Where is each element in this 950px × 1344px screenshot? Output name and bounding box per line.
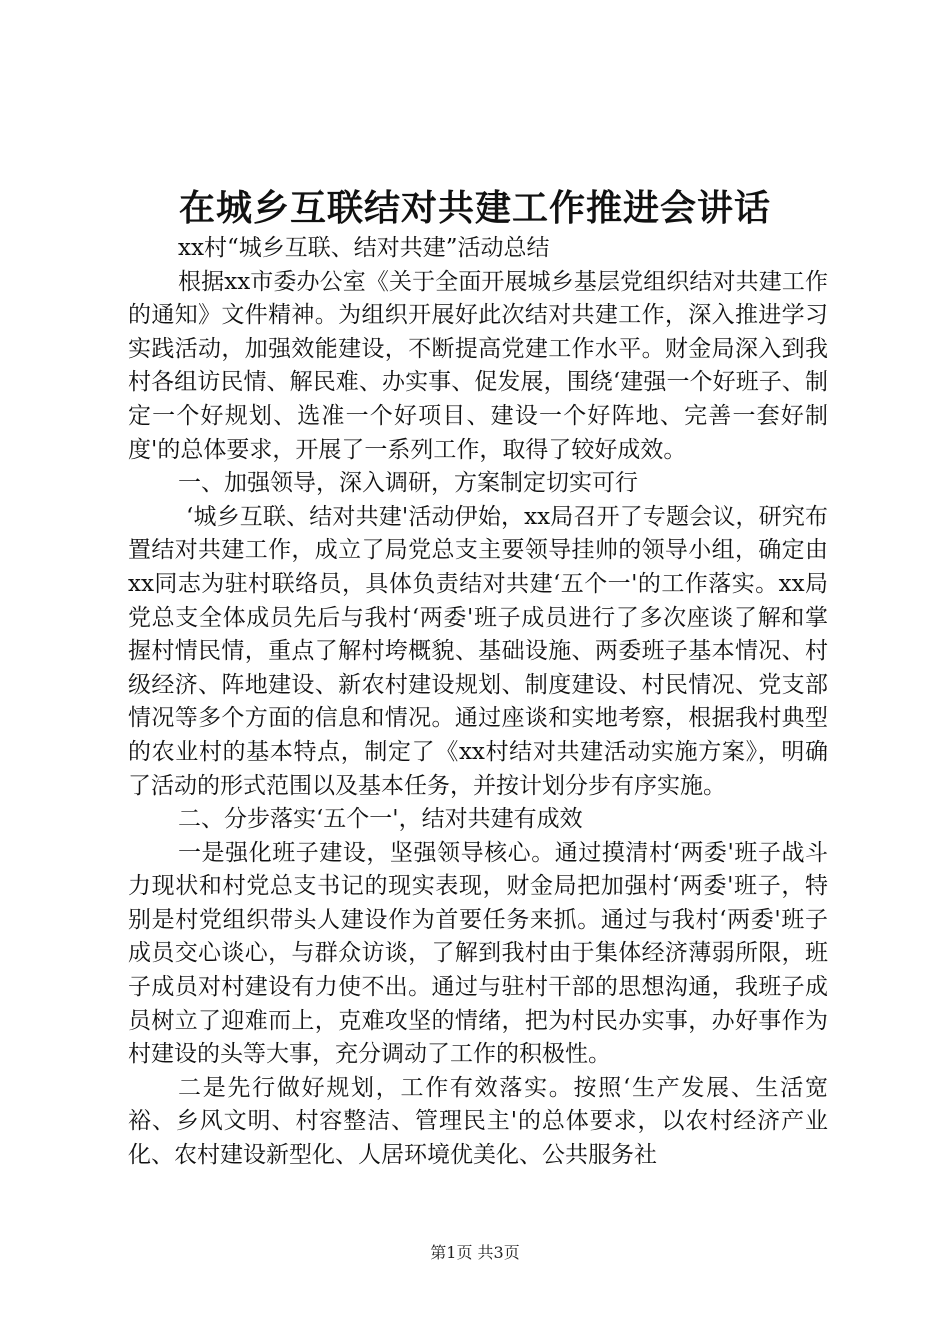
document-title: 在城乡互联结对共建工作推进会讲话: [178, 187, 771, 229]
section-heading-1: 一、加强领导，深入调研，方案制定切实可行: [178, 470, 638, 497]
paragraph-intro: 根据xx市委办公室《关于全面开展城乡基层党组织结对共建工作的通知》文件精神。为组织开展好此次结对共建工作，深入推进学习实践活动，加强效能建设，不断提高党建工作水平。财金局深入到我村各组访民情、解民难、办实事、促发展，围绕‘建强一个好班子、制定一个好规划、选准一个好项目、建设一个好阵地、完善一套好制度'的总体要求，开展了一系列工作，取得了较好成效。: [128, 268, 828, 463]
page-footer: 第1页 共3页: [430, 1243, 520, 1262]
document-body: [128, 232, 828, 1173]
section-heading-2: 二、分步落实‘五个一'，结对共建有成效: [178, 806, 583, 833]
paragraph-item-2: 二是先行做好规划，工作有效落实。按照‘生产发展、生活宽裕、乡风文明、村容整洁、管理民主'的总体要求，以农村经济产业化、农村建设新型化、人居环境优美化、公共服务社: [128, 1074, 828, 1169]
paragraph-item-1: 一是强化班子建设，坚强领导核心。通过摸清村‘两委'班子战斗力现状和村党总支书记的现实表现，财金局把加强村‘两委'班子，特别是村党组织带头人建设作为首要任务来抓。通过与我村‘两委'班子成员交心谈心，与群众访谈，了解到我村由于集体经济薄弱所限，班子成员对村建设有力使不出。通过与驻村干部的思想沟通，我班子成员树立了迎难而上，克难攻坚的情绪，把为村民办实事，办好事作为村建设的头等大事，充分调动了工作的积极性。: [128, 839, 828, 1068]
paragraph-subtitle: xx村“城乡互联、结对共建”活动总结: [178, 235, 550, 261]
paragraph-section-1: ‘城乡互联、结对共建'活动伊始，xx局召开了专题会议，研究布置结对共建工作，成立了局党总支主要领导挂帅的领导小组，确定由xx同志为驻村联络员，具体负责结对共建‘五个一'的工作落实。xx局党总支全体成员先后与我村‘两委'班子成员进行了多次座谈了解和掌握村情民情，重点了解村垮概貌、基础设施、两委班子基本情况、村级经济、阵地建设、新农村建设规划、制度建设、村民情况、党支部情况等多个方面的信息和情况。通过座谈和实地考察，根据我村典型的农业村的基本特点，制定了《xx村结对共建活动实施方案》，明确了活动的形式范围以及基本任务，并按计划分步有序实施。: [128, 503, 828, 799]
